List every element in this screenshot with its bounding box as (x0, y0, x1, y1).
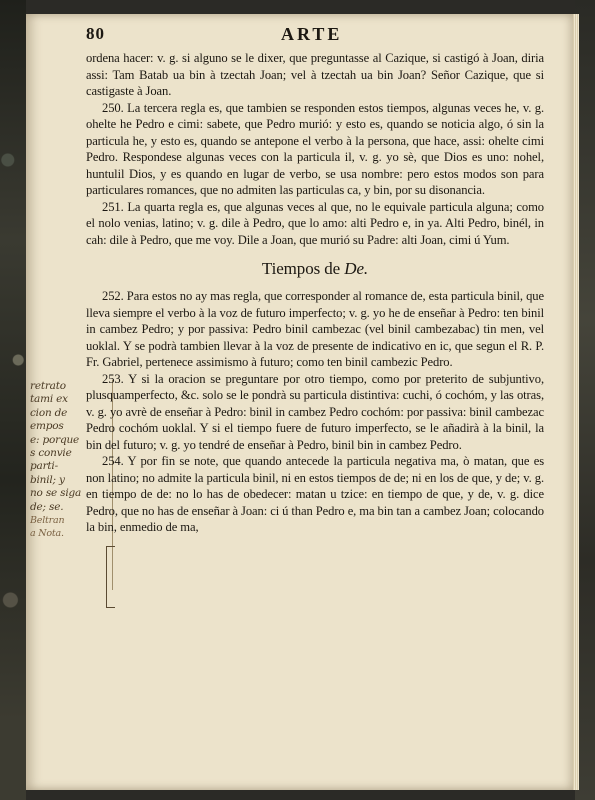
margin-note-line: e: porque (30, 433, 80, 446)
margin-note-line: empos (30, 420, 64, 433)
marbled-board-left (0, 0, 26, 800)
margin-note-line: de; se. (30, 500, 64, 513)
margin-note-line: binil; y (30, 473, 65, 486)
margin-note-line: parti- (30, 460, 58, 473)
margin-note-line: s convie (30, 447, 72, 460)
page-body (86, 26, 544, 536)
paragraph-253: 253. Y si la oracion se preguntare por otro tiempo, como por preterito de subjuntivo, plusquamperfecto, &c. solo se le pondrà su particula distintiva: cuchi, ó cochóm, y las otras, v. g. yo avrè de enseñar à Pedro: binil in cambez Pedro cochóm: por passiva: binil cambezac Pedro cochóm uoklal. Y si el tiempo fuere de futuro imperfecto, se le añadirà à la binil, la bin del futuro; v. g. yo tendré de enseñar à Pedro, binil bin in cambez Pedro. (86, 371, 544, 452)
margin-note-line: tami ex (30, 393, 68, 406)
section-heading-italic: De. (344, 259, 369, 278)
paragraph-250: 250. La tercera regla es, que tambien se responden estos tiempos, algunas veces he, v. g. ohelte he Pedro e cimi: sabete, que Pedro murió: y esto es, quando se noticia algo, ó sin la particula he, y esto es, quando se antepone el verbo à la persona, que hace, assi: ohelte cimi Pedro. Respondese algunas veces con la particula il, v. g. yo sè, que Dios es uno: nohel, huntulil Dios, y es quando en lugar de verbo, se usa nombre: pero estos modos son para particulares romances, que no admiten las particulas ca, y bin, por su disonancia. (86, 100, 544, 197)
margin-bracket (106, 546, 115, 608)
running-title: ARTE (281, 24, 343, 44)
page-number: 80 (86, 24, 105, 43)
margin-note-line: cion de (30, 406, 68, 419)
paragraph-continuation: ordena hacer: v. g. si alguno se le dixer, que preguntasse al Cazique, si castigó à Joan, diria assi: Tam Batab ua bin à tzectah Joan; vel à tzectah ua bin Joan? Señor Cazique, que si castigaste à Joan. (86, 51, 544, 98)
running-head (86, 26, 544, 48)
paragraph-252: 252. Para estos no ay mas regla, que corresponder al romance de, esta particula binil, que lleva siempre el verbo à la voz de futuro imperfecto; v. g. yo he de enseñar à Pedro: ten binil in cambez Pedro; y por passiva: Pedro binil cambezac (vel binil cambezabac) tin men, vel uoklal. Y se podrà tambien llevar à la voz de presente de indicativo en ic, que segun el R. P. Fr. Gabriel, pertenece assimismo à futuro; como ten binil cambezic Pedro. (86, 289, 544, 369)
margin-note-line: a Nota. (30, 528, 64, 540)
section-heading (86, 258, 544, 280)
paragraph-254: 254. Y por fin se note, que quando antecede la particula negativa ma, ò matan, que es non latino; no admite la particula binil, ni en estos tiempos de de; ni en los de que, y de; v. g. en tiempo de de: no lo has de obedecer: matan u tzice: en tiempo de que, y de, v. g. dice Pedro, que no has de enseñar à Joan: ci ú than Pedro e, ma bin tan a cambez Joan; colocando la bin, enmedio de ma, (86, 454, 544, 534)
page-edge (573, 14, 579, 790)
paragraph-251: 251. La quarta regla es, que algunas veces al que, no le equivale particula alguna; como el nolo venias, latino; v. g. dile à Pedro, que lo amo: alti Pedro e, in ya. Alti Pedro, binél, in cah: dile à Pedro, que me voy. Dile a Joan, que murió su Padre: alti Joan, cimi ú Yum. (86, 199, 544, 247)
section-heading-text: Tiempos de (261, 259, 341, 278)
margin-note-line: retrato (30, 380, 66, 392)
margin-note-line: no se siga (30, 487, 82, 500)
margin-note-line: Beltran (30, 515, 65, 527)
